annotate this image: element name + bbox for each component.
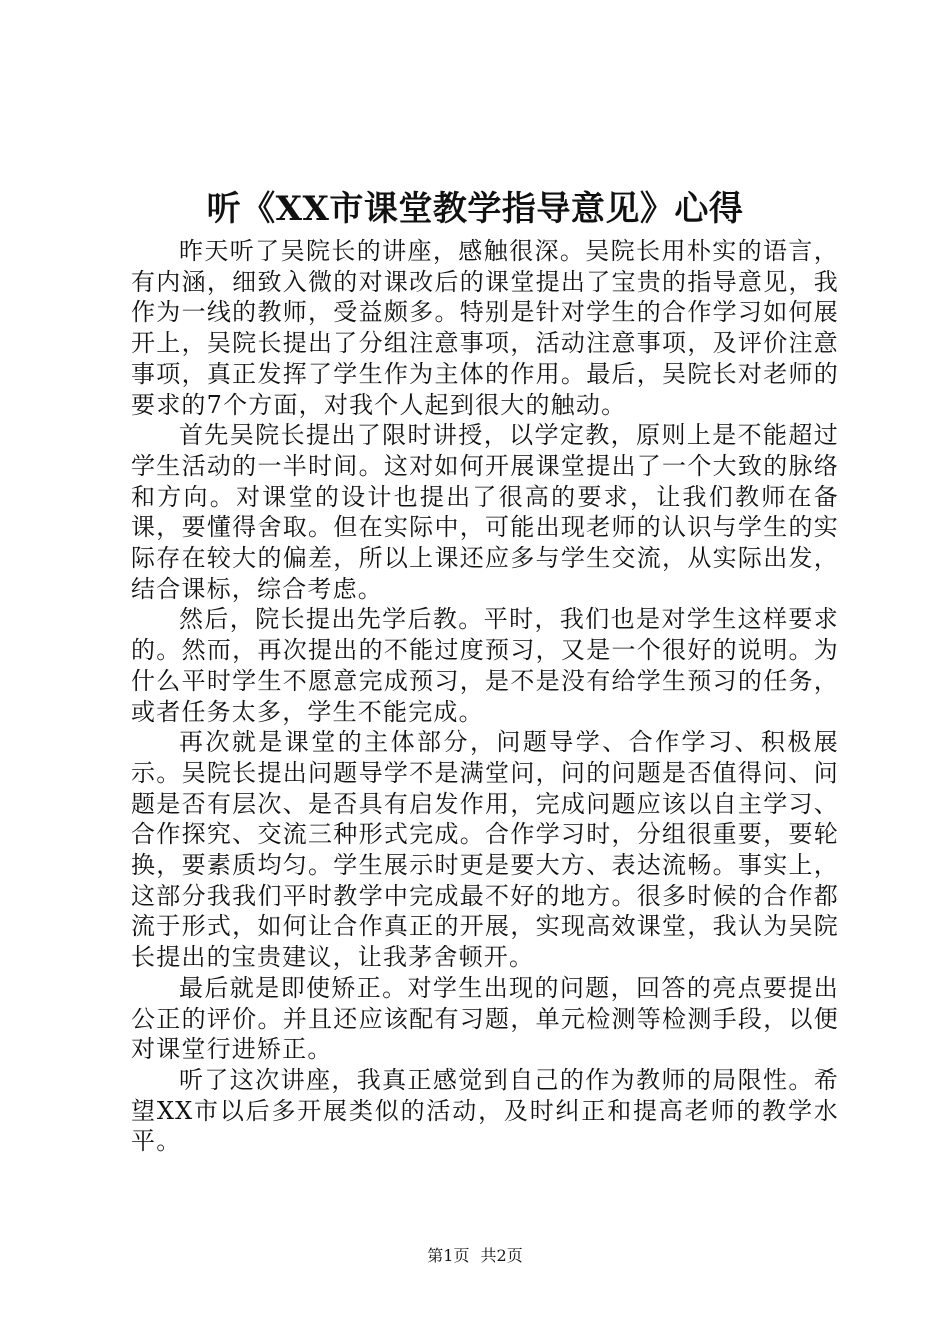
paragraph: 再次就是课堂的主体部分，问题导学、合作学习、积极展示。吴院长提出问题导学不是满堂问，问的问题是否值得问、问题是否有层次、是否具有启发作用，完成问题应该以自主学习、合作探究、交流三种形式完成。合作学习时，分组很重要，要轮换，要素质均匀。学生展示时更是要大方、表达流畅。事实上，这部分我我们平时教学中完成最不好的地方。很多时候的合作都流于形式，如何让合作真正的开展，实现高效课堂，我认为吴院长提出的宝贵建议，让我茅舍顿开。 (131, 728, 839, 972)
page-number: 第1页 (427, 1246, 470, 1265)
paragraph: 昨天听了吴院长的讲座，感触很深。吴院长用朴实的语言，有内涵，细致入微的对课改后的课堂提出了宝贵的指导意见，我作为一线的教师，受益颇多。特别是针对学生的合作学习如何展开上，吴院长提出了分组注意事项，活动注意事项，及评价注意事项，真正发挥了学生作为主体的作用。最后，吴院长对老师的要求的7个方面，对我个人起到很大的触动。 (131, 237, 839, 419)
paragraph: 最后就是即使矫正。对学生出现的问题，回答的亮点要提出公正的评价。并且还应该配有习题，单元检测等检测手段，以便对课堂行进矫正。 (131, 973, 839, 1064)
paragraph: 然后，院长提出先学后教。平时，我们也是对学生这样要求的。然而，再次提出的不能过度预习，又是一个很好的说明。为什么平时学生不愿意完成预习，是不是没有给学生预习的任务，或者任务太多，学生不能完成。 (131, 605, 839, 726)
page-footer (0, 1245, 950, 1267)
page-total: 共2页 (480, 1246, 523, 1265)
paragraph: 首先吴院长提出了限时讲授，以学定教，原则上是不能超过学生活动的一半时间。这对如何开展课堂提出了一个大致的脉络和方向。对课堂的设计也提出了很高的要求，让我们教师在备课，要懂得舍取。但在实际中，可能出现老师的认识与学生的实际存在较大的偏差，所以上课还应多与学生交流，从实际出发，结合课标，综合考虑。 (131, 421, 839, 603)
document-title: 听《XX市课堂教学指导意见》心得 (206, 189, 744, 229)
document-body (131, 236, 839, 1157)
paragraph: 听了这次讲座，我真正感觉到自己的作为教师的局限性。希望XX市以后多开展类似的活动，及时纠正和提高老师的教学水平。 (131, 1065, 839, 1156)
